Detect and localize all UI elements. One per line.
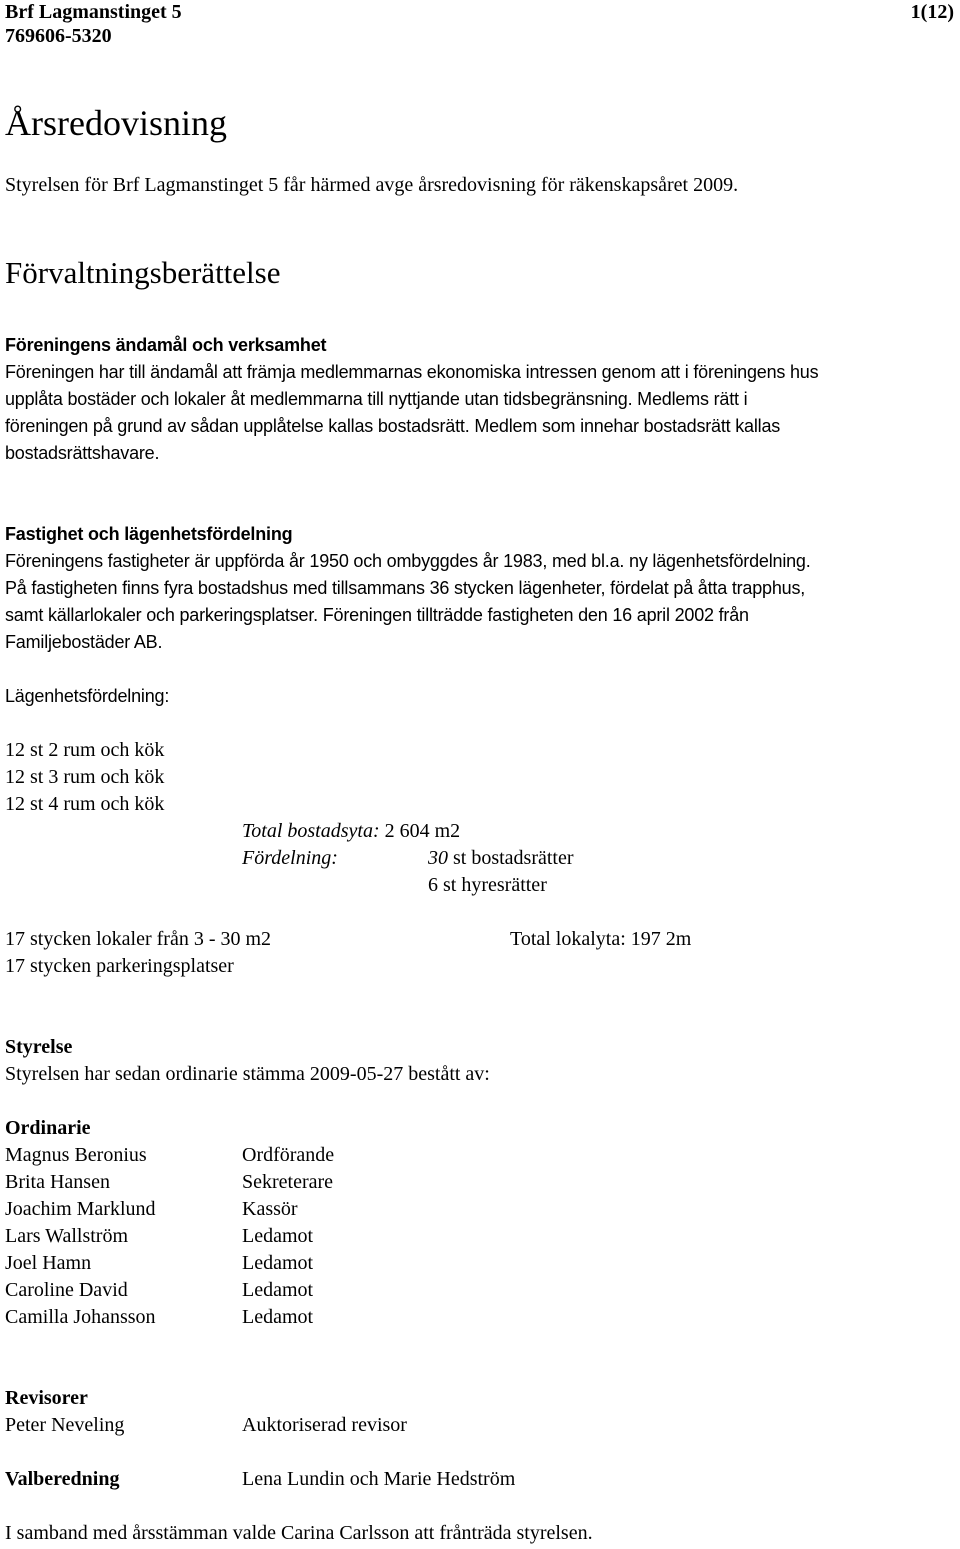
member-name: Magnus Beronius [5, 1144, 147, 1166]
member-name: Joachim Marklund [5, 1198, 156, 1220]
page-indicator: 1(12) [910, 1, 954, 23]
premises-line-1: 17 stycken lokaler från 3 - 30 m2 [5, 928, 272, 950]
board-intro: Styrelsen har sedan ordinarie stämma 2009-05-27 bestått av: [5, 1063, 490, 1085]
nomination-names: Lena Lundin och Marie Hedström [242, 1468, 516, 1490]
document-title: Årsredovisning [5, 103, 227, 143]
distribution-number: 30 [428, 847, 448, 869]
purpose-line: upplåta bostäder och lokaler åt medlemmarna till nyttjande utan tidsbegränsning. Medlems rätt i [5, 389, 748, 409]
apartment-item: 12 st 2 rum och kök [5, 739, 165, 761]
member-name: Caroline David [5, 1279, 128, 1301]
member-name: Lars Wallström [5, 1225, 128, 1247]
member-name: Camilla Johansson [5, 1306, 156, 1328]
property-line: På fastigheten finns fyra bostadshus med tillsammans 36 stycken lägenheter, fördelat på åtta trapphus, [5, 578, 806, 598]
apartments-label: Lägenhetsfördelning: [5, 686, 170, 706]
member-role: Sekreterare [242, 1171, 334, 1193]
apartment-item: 12 st 4 rum och kök [5, 793, 165, 815]
board-heading: Styrelse [5, 1036, 73, 1058]
auditors-heading: Revisorer [5, 1387, 88, 1409]
purpose-line: bostadsrättshavare. [5, 443, 160, 463]
apartment-item: 12 st 3 rum och kök [5, 766, 165, 788]
premises-total: Total lokalyta: 197 2m [510, 928, 692, 950]
member-role: Ledamot [242, 1252, 314, 1274]
distribution-line-1 [428, 845, 574, 872]
intro-text: Styrelsen för Brf Lagmanstinget 5 får härmed avge årsredovisning för räkenskapsåret 2009. [5, 174, 739, 196]
property-line: Föreningens fastigheter är uppförda år 1950 och ombyggdes år 1983, med bl.a. ny lägenhetsfördelning. [5, 551, 811, 571]
distribution-label: Fördelning: [242, 847, 338, 869]
member-name: Joel Hamn [5, 1252, 92, 1274]
property-heading: Fastighet och lägenhetsfördelning [5, 524, 293, 544]
auditor-name: Peter Neveling [5, 1414, 125, 1436]
member-name: Brita Hansen [5, 1171, 110, 1193]
org-number: 769606-5320 [5, 25, 112, 47]
purpose-line: föreningen på grund av sådan upplåtelse kallas bostadsrätt. Medlem som innehar bostadsrätt kallas [5, 416, 781, 436]
ordinary-heading: Ordinarie [5, 1117, 91, 1139]
property-line: samt källarlokaler och parkeringsplatser. Föreningen tillträdde fastigheten den 16 april 2002 från [5, 605, 749, 625]
member-role: Ledamot [242, 1279, 314, 1301]
property-line: Familjebostäder AB. [5, 632, 163, 652]
premises-line-2: 17 stycken parkeringsplatser [5, 955, 234, 977]
total-area [242, 818, 460, 845]
distribution-text: st bostadsrätter [453, 847, 574, 869]
member-role: Kassör [242, 1198, 298, 1220]
purpose-heading: Föreningens ändamål och verksamhet [5, 335, 327, 355]
member-role: Ledamot [242, 1225, 314, 1247]
nomination-heading: Valberedning [5, 1468, 120, 1490]
total-area-value: 2 604 m2 [384, 820, 461, 842]
distribution-line-2: 6 st hyresrätter [428, 874, 547, 896]
auditor-role: Auktoriserad revisor [242, 1414, 407, 1436]
section-title: Förvaltningsberättelse [5, 255, 281, 290]
member-role: Ledamot [242, 1306, 314, 1328]
purpose-line: Föreningen har till ändamål att främja medlemmarnas ekonomiska intressen genom att i föreningens hus [5, 362, 819, 382]
org-name: Brf Lagmanstinget 5 [5, 1, 182, 23]
total-area-label: Total bostadsyta: [242, 820, 380, 842]
member-role: Ordförande [242, 1144, 335, 1166]
closing-text: I samband med årsstämman valde Carina Carlsson att frånträda styrelsen. [5, 1522, 593, 1544]
